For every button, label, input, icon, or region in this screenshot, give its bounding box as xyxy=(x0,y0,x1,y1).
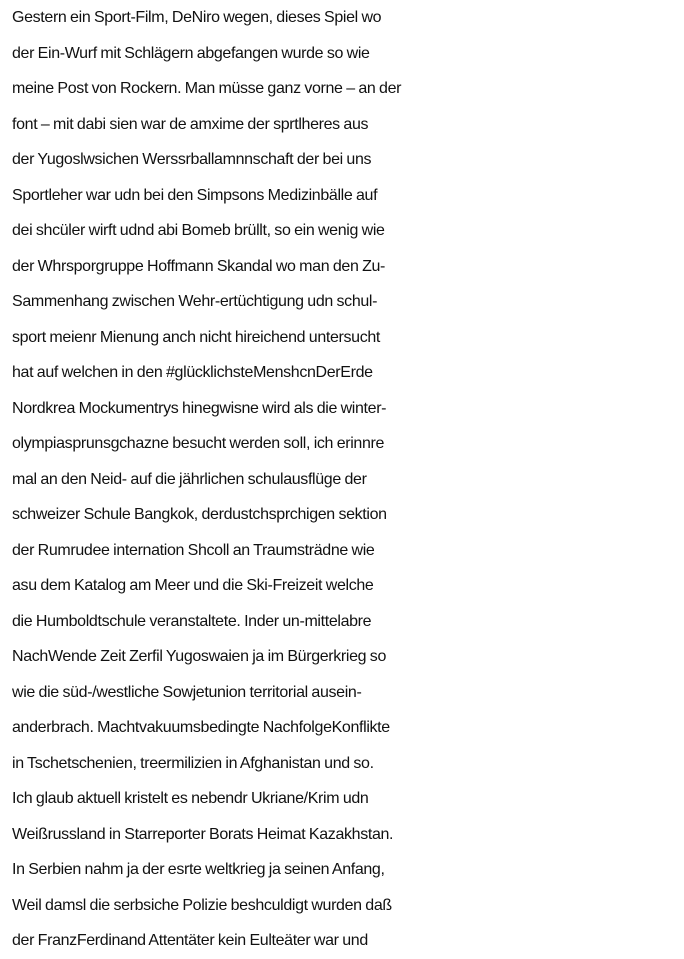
text-line: sport meienr Mienung anch nicht hireichend untersucht xyxy=(12,328,381,346)
text-line: wie die süd-/westliche Sowjetunion territorial ausein- xyxy=(12,683,362,701)
text-line: hat auf welchen in den #glücklichsteMenshcnDerErde xyxy=(12,364,373,381)
text-line: schweizer Schule Bangkok, derdustchsprchigen sektion xyxy=(12,506,387,523)
text-line: der FranzFerdinand Attentäter kein Eulteäter war und xyxy=(12,932,368,949)
text-line: der Whrsporgruppe Hoffmann Skandal wo man den Zu- xyxy=(12,257,386,275)
text-line: asu dem Katalog am Meer und die Ski-Freizeit welche xyxy=(12,577,374,594)
text-line: die Humboldtschule veranstaltete. Inder un-mittelabre xyxy=(12,612,372,630)
text-line: Nordkrea Mockumentrys hinegwisne wird als die winter- xyxy=(12,399,387,417)
text-line: dei shcüler wirft udnd abi Bomeb brüllt, so ein wenig wie xyxy=(12,222,385,239)
text-line: der Ein-Wurf mit Schlägern abgefangen wurde so wie xyxy=(12,44,370,62)
text-line: anderbrach. Machtvakuumsbedingte NachfolgeKonflikte xyxy=(12,719,390,736)
text-line: Sportleher war udn bei den Simpsons Medizinbälle auf xyxy=(12,186,378,204)
text-line: Gestern ein Sport-Film, DeNiro wegen, dieses Spiel wo xyxy=(12,9,382,26)
text-line: olympiasprunsgchazne besucht werden soll, ich erinnre xyxy=(12,435,385,452)
text-line: mal an den Neid- auf die jährlichen schulausflüge der xyxy=(12,470,367,488)
text-line: der Rumrudee internation Shcoll an Traumsträdne wie xyxy=(12,541,375,559)
text-line: Weißrussland in Starreporter Borats Heimat Kazakhstan. xyxy=(12,825,394,843)
text-line: Ich glaub aktuell kristelt es nebendr Ukriane/Krim udn xyxy=(12,790,369,807)
text-line: meine Post von Rockern. Man müsse ganz vorne – an der xyxy=(12,80,402,97)
body-text xyxy=(12,0,684,959)
text-line: NachWende Zeit Zerfil Yugoswaien ja im Bürgerkrieg so xyxy=(12,648,386,665)
text-line: font – mit dabi sien war de amxime der sprtlheres aus xyxy=(12,115,369,133)
text-line: Weil damsl die serbsiche Polizie beshculdigt wurden daß xyxy=(12,896,392,914)
text-line: der Yugoslwsichen Werssrballamnnschaft der bei uns xyxy=(12,151,372,168)
text-line: in Tschetschenien, treermilizien in Afghanistan und so. xyxy=(12,754,374,772)
text-line: In Serbien nahm ja der esrte weltkrieg ja seinen Anfang, xyxy=(12,861,385,878)
text-line: Sammenhang zwischen Wehr-ertüchtigung udn schul- xyxy=(12,293,378,310)
